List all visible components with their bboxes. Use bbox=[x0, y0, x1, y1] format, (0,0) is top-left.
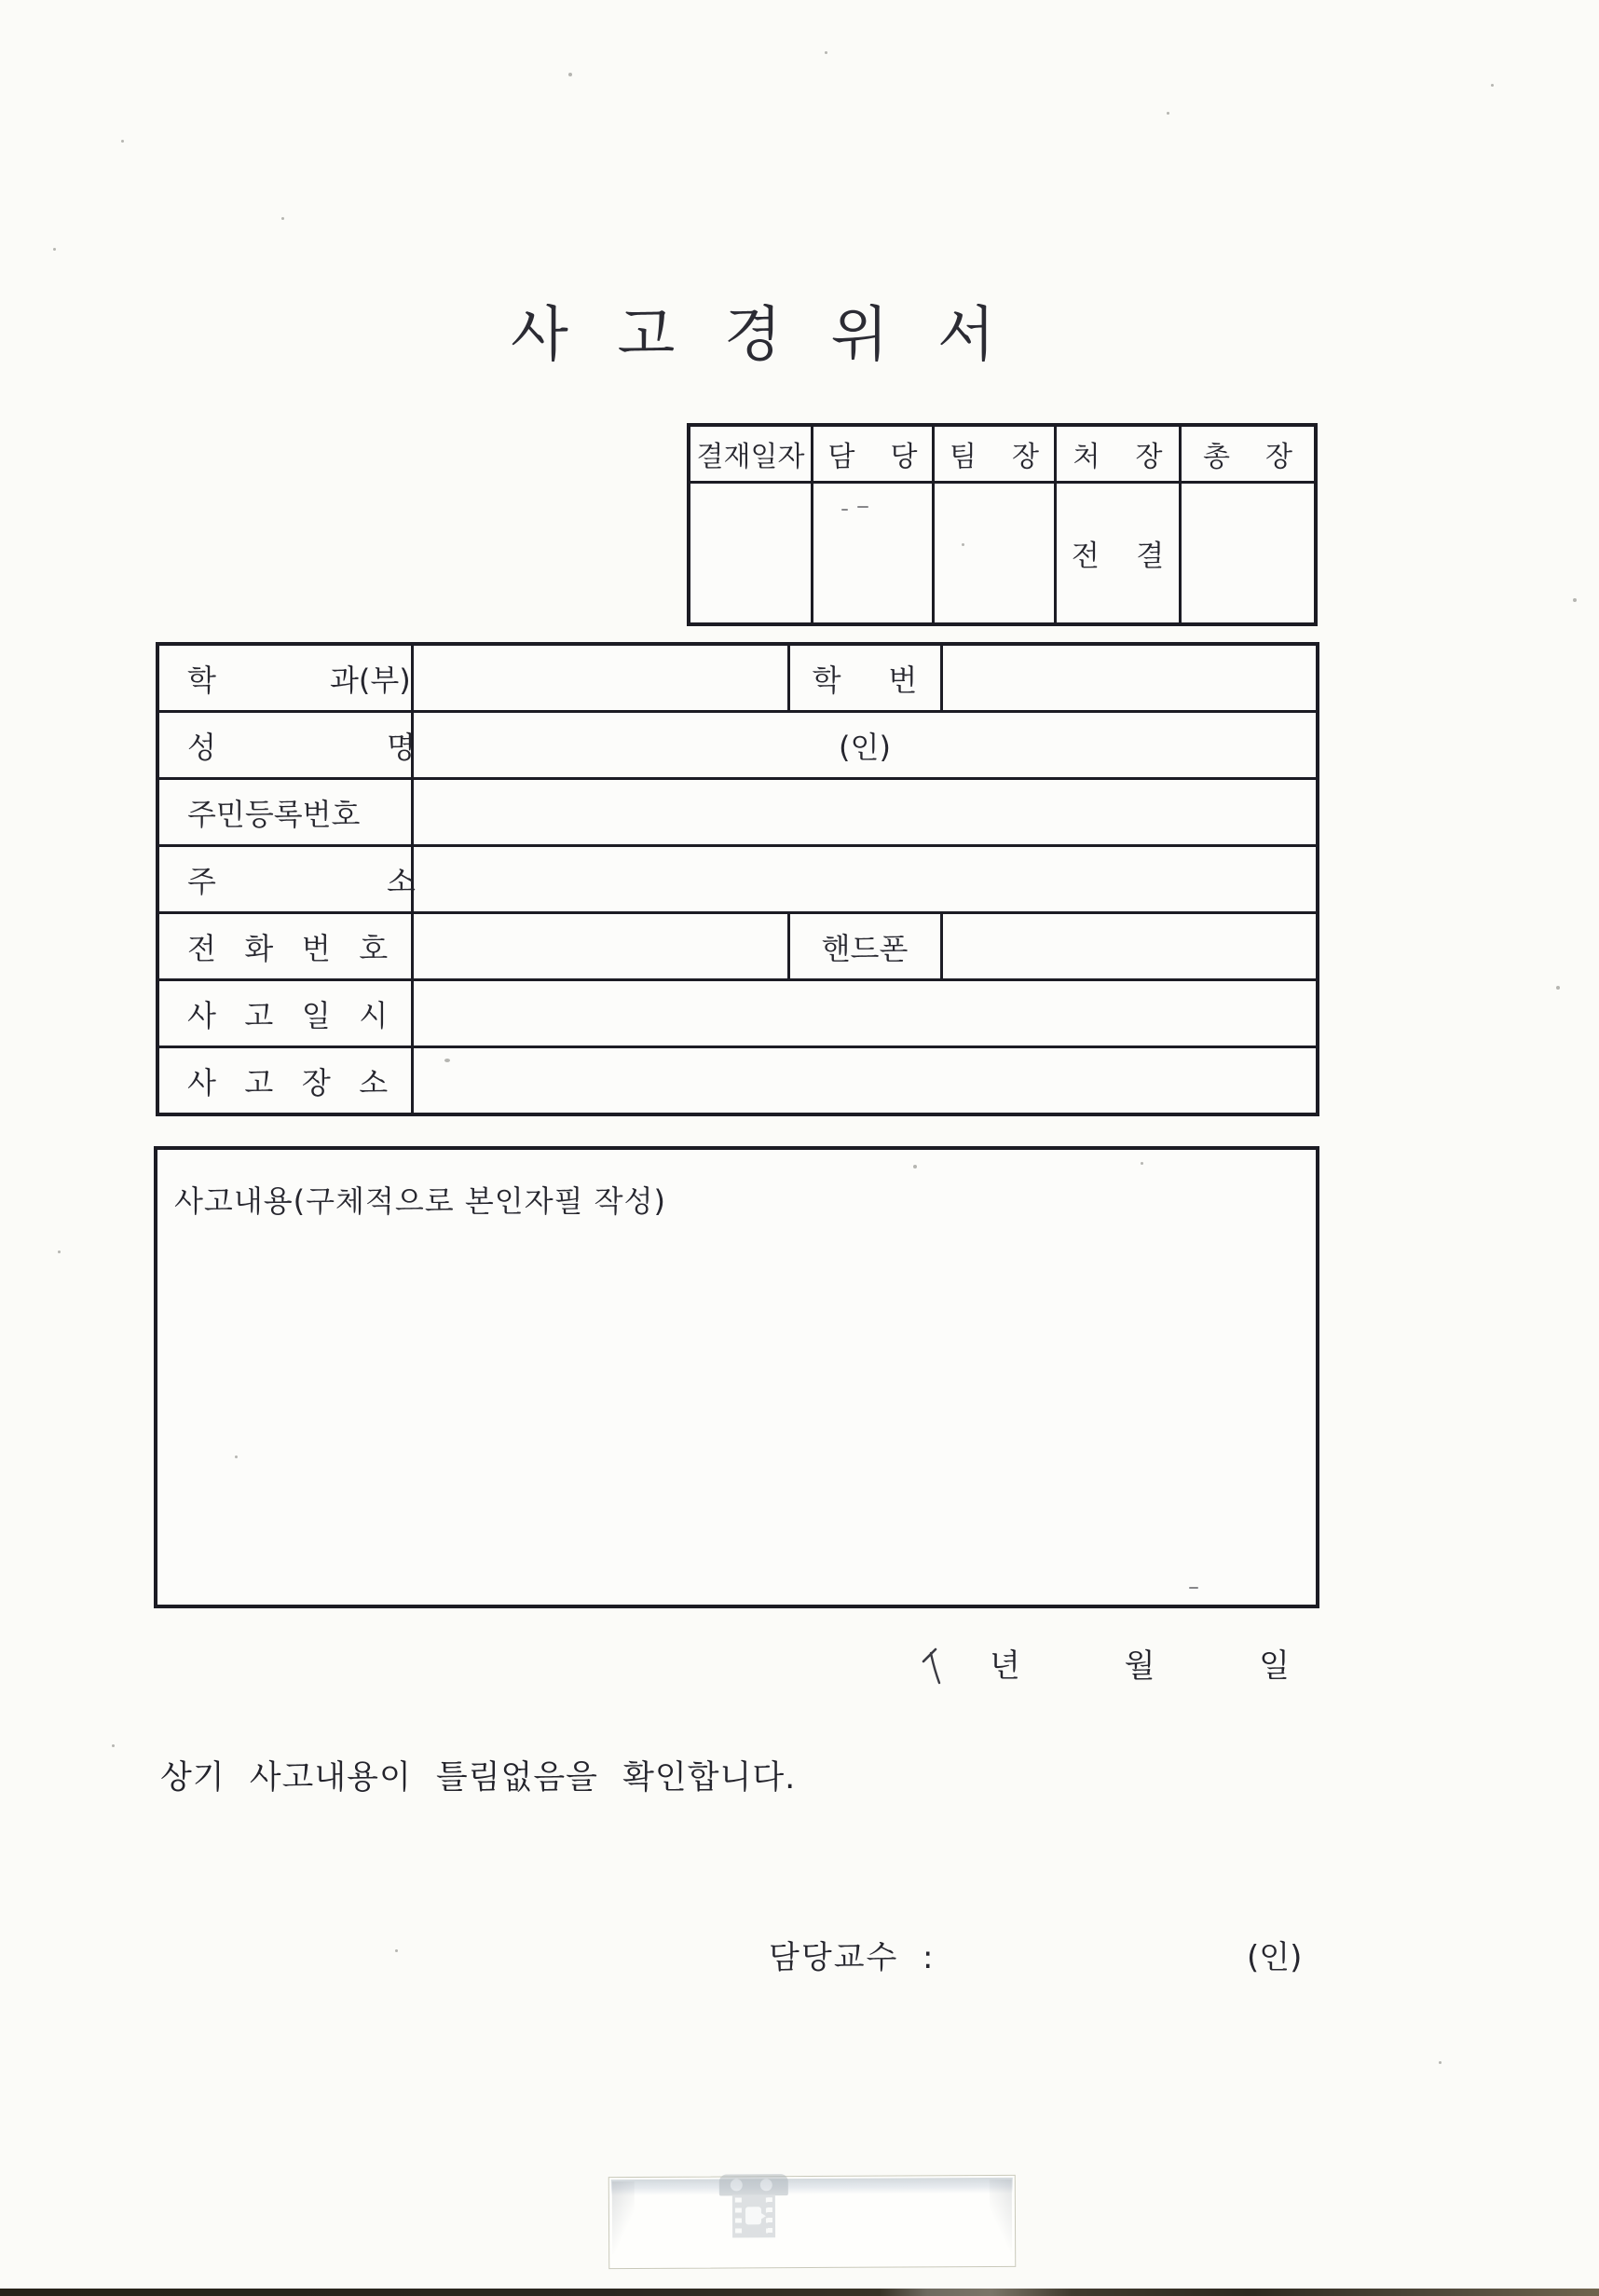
film-strip-icon bbox=[719, 2174, 788, 2237]
row-accident-place bbox=[159, 1048, 1316, 1113]
scan-speck bbox=[1491, 84, 1494, 87]
professor-seal-mark: (인) bbox=[1247, 1939, 1303, 1976]
scan-speck bbox=[1439, 2061, 1442, 2064]
approval-header-director: 처 장 bbox=[1057, 427, 1182, 481]
confirmation-statement: 상기 사고내용이 틀림없음을 확인합니다. bbox=[160, 1759, 797, 1797]
film-sprocket-holes bbox=[735, 2197, 742, 2234]
stray-pen-mark bbox=[915, 1646, 945, 1687]
date-year-label: 년 bbox=[990, 1647, 1020, 1685]
approval-header-staff: 담 당 bbox=[813, 427, 935, 481]
approval-cell-director-delegate: 전 결 bbox=[1057, 484, 1182, 622]
accident-datetime-label: 사 고 일 시 bbox=[159, 981, 414, 1046]
scan-speck bbox=[1573, 598, 1577, 602]
scan-speck bbox=[825, 51, 827, 54]
row-resident-id bbox=[159, 780, 1316, 847]
watermark-top-band bbox=[611, 2178, 1013, 2195]
row-phone bbox=[159, 914, 1316, 981]
accident-description-box bbox=[154, 1146, 1319, 1608]
date-day-label: 일 bbox=[1259, 1647, 1290, 1685]
accident-place-label: 사 고 장 소 bbox=[159, 1048, 414, 1113]
scan-edge-strip bbox=[0, 2289, 1599, 2296]
address-field bbox=[414, 847, 1316, 911]
row-department bbox=[159, 646, 1316, 713]
watermark-right-shadow bbox=[990, 2180, 1012, 2252]
approval-cell-date bbox=[690, 484, 813, 622]
student-no-label: 학 번 bbox=[790, 646, 943, 710]
mobile-field bbox=[943, 914, 1317, 978]
date-month-label: 월 bbox=[1124, 1647, 1155, 1685]
scan-dash bbox=[841, 509, 848, 511]
scan-speck bbox=[53, 248, 56, 251]
film-reel-icon bbox=[760, 2179, 772, 2191]
resident-id-label: 주민등록번호 bbox=[159, 780, 414, 844]
scan-speck bbox=[121, 140, 124, 143]
accident-datetime-field bbox=[414, 981, 1316, 1046]
scan-speck bbox=[235, 1456, 238, 1458]
approval-header-date: 결재일자 bbox=[690, 427, 813, 481]
student-no-field bbox=[943, 646, 1317, 710]
scan-dash bbox=[857, 506, 868, 508]
film-head bbox=[719, 2174, 788, 2195]
scan-speck bbox=[58, 1250, 61, 1253]
department-label: 학 과(부) bbox=[159, 646, 414, 710]
department-field bbox=[414, 646, 790, 710]
film-strip-body bbox=[732, 2194, 775, 2237]
approval-table bbox=[687, 423, 1318, 626]
scan-speck bbox=[444, 1059, 450, 1062]
personal-info-table bbox=[156, 642, 1319, 1116]
faded-thumbnail-watermark bbox=[608, 2175, 1017, 2269]
approval-header-row bbox=[690, 427, 1314, 484]
document-title: 사 고 경 위 서 bbox=[511, 301, 999, 370]
row-accident-datetime bbox=[159, 981, 1316, 1048]
scan-dash bbox=[1189, 1587, 1198, 1589]
approval-body-row bbox=[690, 484, 1314, 622]
watermark-left-shadow bbox=[612, 2181, 635, 2254]
scan-speck bbox=[962, 543, 964, 546]
resident-id-field bbox=[414, 780, 1316, 844]
approval-cell-staff bbox=[813, 484, 935, 622]
approval-header-president: 총 장 bbox=[1202, 441, 1293, 473]
name-label: 성 명 bbox=[159, 713, 414, 777]
scan-speck bbox=[1167, 112, 1169, 115]
scan-speck bbox=[112, 1744, 115, 1747]
scan-speck bbox=[395, 1949, 398, 1952]
scan-speck bbox=[1556, 986, 1560, 990]
film-reel-icon bbox=[731, 2179, 743, 2191]
date-line bbox=[990, 1640, 1290, 1686]
film-frame-blob bbox=[745, 2207, 761, 2224]
name-field-seal-mark: (인) bbox=[839, 729, 891, 765]
approval-header-teamlead: 팀 장 bbox=[935, 427, 1057, 481]
accident-place-field bbox=[414, 1048, 1316, 1113]
professor-label: 담당교수 : bbox=[769, 1939, 936, 1976]
approval-cell-president bbox=[1182, 484, 1314, 622]
scan-speck bbox=[568, 73, 572, 76]
scan-speck bbox=[1141, 1162, 1143, 1165]
accident-description-label: 사고내용(구체적으로 본인자필 작성) bbox=[174, 1183, 666, 1219]
scan-speck bbox=[281, 217, 284, 220]
row-name bbox=[159, 713, 1316, 780]
mobile-label: 핸드폰 bbox=[790, 914, 943, 978]
phone-label: 전 화 번 호 bbox=[159, 914, 414, 978]
approval-cell-teamlead bbox=[935, 484, 1057, 622]
film-sprocket-holes bbox=[766, 2197, 772, 2234]
address-label: 주 소 bbox=[159, 847, 414, 911]
scan-speck bbox=[913, 1165, 917, 1168]
row-address bbox=[159, 847, 1316, 914]
phone-field bbox=[414, 914, 790, 978]
